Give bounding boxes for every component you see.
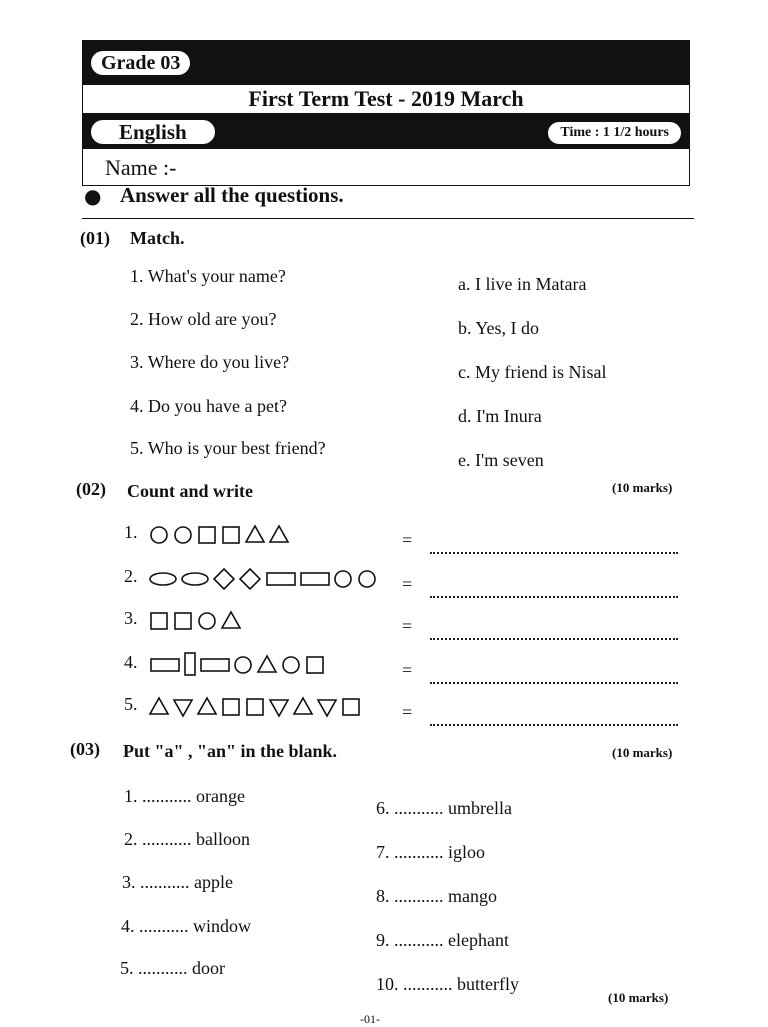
q1-question-text: Who is your best friend? (147, 438, 326, 458)
q3-item-number: 1. (124, 786, 138, 806)
q3-blank[interactable]: ........... (394, 930, 444, 950)
q3-item-number: 5. (120, 958, 134, 978)
equals-sign: = (402, 616, 413, 636)
equals-sign: = (402, 574, 413, 594)
count-row-number: 1. (124, 522, 138, 542)
q3-item-10 (376, 974, 519, 995)
q3-item-2 (124, 829, 250, 850)
q2-title: Count and write (127, 481, 254, 501)
q1-answer-letter: c. (458, 362, 471, 382)
q3-item-5 (120, 958, 225, 979)
instruction-text: Answer all the questions. (120, 183, 344, 207)
rectangle-shape (201, 659, 229, 671)
q1-answer-e (458, 450, 544, 471)
answer-line[interactable] (430, 552, 678, 554)
circle-shape (335, 571, 351, 587)
q3-item-7 (376, 842, 485, 863)
q1-answer-text: I live in Matara (475, 274, 587, 294)
q1-question-2 (130, 309, 276, 330)
q3-item-word: mango (448, 886, 497, 906)
triangle-shape (294, 698, 312, 714)
q1-question-text: What's your name? (147, 266, 286, 286)
triangle-shape (258, 656, 276, 672)
diamond-shape (214, 569, 234, 589)
test-title: First Term Test - 2019 March (248, 86, 524, 111)
q3-item-number: 2. (124, 829, 138, 849)
q1-question-text: Do you have a pet? (148, 396, 287, 416)
q3-item-6 (376, 798, 512, 819)
grade-row (82, 40, 690, 84)
answer-line[interactable] (430, 638, 678, 640)
q1-answer-letter: a. (458, 274, 471, 294)
shape-row (148, 650, 388, 680)
q3-marks-top: (10 marks) (612, 745, 673, 760)
q3-blank[interactable]: ........... (140, 872, 190, 892)
q1-question-number: 1. (130, 266, 144, 286)
diamond-shape (240, 569, 260, 589)
square-shape (223, 527, 239, 543)
count-row-number: 2. (124, 566, 138, 586)
q3-item-3 (122, 872, 233, 893)
q1-answer-text: My friend is Nisal (475, 362, 607, 382)
q1-answer-text: Yes, I do (475, 318, 540, 338)
q1-question-number: 2. (130, 309, 144, 329)
q3-item-number: 9. (376, 930, 390, 950)
q1-question-number: 4. (130, 396, 144, 416)
q3-item-word: window (193, 916, 251, 936)
q3-blank[interactable]: ........... (138, 958, 188, 978)
q3-item-4 (121, 916, 251, 937)
square-shape (307, 657, 323, 673)
triangle-shape (222, 612, 240, 628)
q3-blank[interactable]: ........... (142, 829, 192, 849)
q1-question-4 (130, 396, 287, 417)
square-shape (247, 699, 263, 715)
q3-item-9 (376, 930, 509, 951)
q1-number: (01) (80, 228, 110, 248)
q3-item-word: balloon (196, 829, 250, 849)
q3-item-word: door (192, 958, 225, 978)
q1-answer-letter: b. (458, 318, 472, 338)
rectangle-tall-shape (185, 653, 195, 675)
square-shape (175, 613, 191, 629)
q3-item-word: orange (196, 786, 245, 806)
name-label: Name :- (105, 155, 177, 180)
q3-blank[interactable]: ........... (142, 786, 192, 806)
instruction-row (82, 178, 694, 219)
oval-shape (182, 573, 208, 585)
equals-sign: = (402, 530, 413, 550)
q1-question-number: 3. (130, 352, 144, 372)
rectangle-shape (301, 573, 329, 585)
q1-question-number: 5. (130, 438, 144, 458)
shape-row (148, 564, 388, 594)
title-row (82, 84, 690, 114)
q3-item-number: 3. (122, 872, 136, 892)
q1-answer-d (458, 406, 542, 427)
grade-label: Grade 03 (91, 51, 190, 75)
q1-title: Match. (130, 228, 185, 248)
q1-answer-letter: d. (458, 406, 472, 426)
q3-item-8 (376, 886, 497, 907)
q3-item-word: umbrella (448, 798, 512, 818)
triangle-shape (150, 698, 168, 714)
answer-line[interactable] (430, 724, 678, 726)
q1-question-5 (130, 438, 326, 459)
rectangle-shape (151, 659, 179, 671)
time-label: Time : 1 1/2 hours (548, 122, 681, 144)
q3-item-word: butterfly (457, 974, 519, 994)
shape-row (148, 692, 388, 722)
q1-answer-letter: e. (458, 450, 471, 470)
q3-blank[interactable]: ........... (394, 886, 444, 906)
q2-marks: (10 marks) (612, 480, 673, 495)
count-row-number: 4. (124, 652, 138, 672)
q3-item-number: 10. (376, 974, 399, 994)
triangle-down-shape (174, 700, 192, 716)
square-shape (343, 699, 359, 715)
count-row-number: 5. (124, 694, 138, 714)
q2-number: (02) (76, 479, 106, 499)
test-header (82, 40, 692, 186)
q1-question-text: How old are you? (148, 309, 277, 329)
circle-shape (175, 527, 191, 543)
q1-answer-a (458, 274, 586, 295)
q3-item-number: 7. (376, 842, 390, 862)
q3-item-number: 4. (121, 916, 135, 936)
q3-item-number: 6. (376, 798, 390, 818)
q3-blank[interactable]: ........... (403, 974, 453, 994)
equals-sign: = (402, 702, 413, 722)
q3-marks-bottom: (10 marks) (608, 990, 669, 1005)
answer-line[interactable] (430, 682, 678, 684)
q3-item-word: elephant (448, 930, 509, 950)
circle-shape (359, 571, 375, 587)
q1-answer-b (458, 318, 539, 339)
triangle-down-shape (318, 700, 336, 716)
triangle-shape (246, 526, 264, 542)
count-row-number: 3. (124, 608, 138, 628)
square-shape (223, 699, 239, 715)
q3-blank[interactable]: ........... (394, 798, 444, 818)
shape-row (148, 520, 388, 550)
q3-item-number: 8. (376, 886, 390, 906)
rectangle-shape (267, 573, 295, 585)
oval-shape (150, 573, 176, 585)
q3-title: Put "a" , "an" in the blank. (123, 741, 338, 761)
page-number: -01- (360, 1012, 380, 1026)
subject-row (82, 114, 690, 148)
subject-label: English (91, 120, 215, 144)
circle-shape (235, 657, 251, 673)
answer-line[interactable] (430, 596, 678, 598)
triangle-down-shape (270, 700, 288, 716)
circle-shape (199, 613, 215, 629)
square-shape (199, 527, 215, 543)
q3-item-word: igloo (448, 842, 486, 862)
q3-blank[interactable]: ........... (394, 842, 444, 862)
q1-answer-c (458, 362, 606, 383)
shape-row (148, 606, 388, 636)
q1-question-text: Where do you live? (147, 352, 290, 372)
circle-shape (151, 527, 167, 543)
equals-sign: = (402, 660, 413, 680)
triangle-shape (198, 698, 216, 714)
q1-question-1 (130, 266, 286, 287)
circle-shape (283, 657, 299, 673)
square-shape (151, 613, 167, 629)
bullet-icon: ● (84, 184, 102, 208)
q1-answer-text: I'm Inura (476, 406, 542, 426)
q1-answer-text: I'm seven (475, 450, 544, 470)
q3-item-1 (124, 786, 245, 807)
triangle-shape (270, 526, 288, 542)
q3-item-word: apple (194, 872, 233, 892)
q3-number: (03) (70, 739, 100, 759)
q1-question-3 (130, 352, 289, 373)
q3-blank[interactable]: ........... (139, 916, 189, 936)
